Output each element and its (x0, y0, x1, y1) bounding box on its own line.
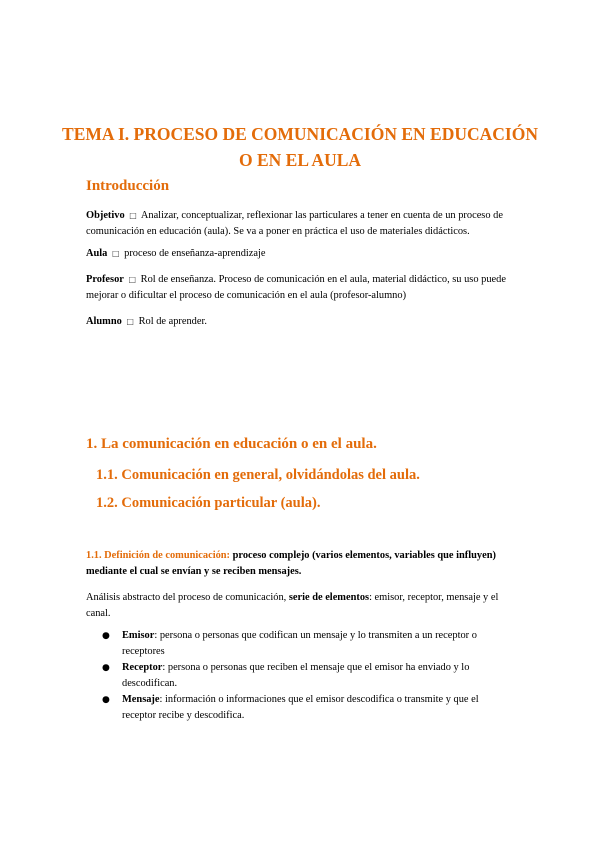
aula-label: Aula (86, 248, 108, 259)
arrow-icon: □ (128, 275, 137, 284)
analysis-paragraph (86, 590, 518, 622)
analysis-suffix: : emisor, receptor, mensaje y el canal. (86, 592, 499, 619)
document-title: TEMA I. PROCESO DE COMUNICACIÓN EN EDUCACIÓN O EN EL AULA (62, 124, 538, 170)
bullet-icon: ● (102, 695, 110, 705)
elements-list (100, 628, 510, 724)
element-desc: : información o informaciones que el emisor descodifica o transmite y que el receptor recibe y descodifica. (122, 694, 479, 721)
list-item (100, 660, 510, 692)
list-item (100, 692, 510, 724)
alumno-label: Alumno (86, 316, 122, 327)
objetivo-paragraph (86, 208, 518, 240)
objetivo-label: Objetivo (86, 210, 125, 221)
alumno-text: Rol de aprender. (138, 316, 207, 327)
objetivo-text: Analizar, conceptualizar, reflexionar las particulares a tener en cuenta de un proceso de comunicación en educación (aula). Se va a poner en práctica el uso de materiales didácticos. (86, 210, 503, 237)
section-1-heading: 1. La comunicación en educación o en el aula. (86, 436, 377, 452)
profesor-paragraph (86, 272, 518, 304)
bullet-icon: ● (102, 663, 110, 673)
bullet-icon: ● (102, 631, 110, 641)
definition-heading: 1.1. Definición de comunicación: (86, 550, 231, 561)
element-term: Emisor (122, 630, 155, 641)
section-1-2-heading: 1.2. Comunicación particular (aula). (96, 495, 321, 511)
analysis-bold: serie de elementos (288, 592, 370, 603)
arrow-icon: □ (111, 249, 120, 258)
profesor-text: Rol de enseñanza. Proceso de comunicación en el aula, material didáctico, su uso puede mejorar o dificultar el proceso de comunicación en el aula (profesor-alumno) (86, 274, 506, 301)
alumno-paragraph (86, 314, 518, 330)
list-item (100, 628, 510, 660)
aula-paragraph (86, 246, 518, 262)
element-desc: : persona o personas que reciben el mensaje que el emisor ha enviado y lo descodifican. (122, 662, 470, 689)
profesor-label: Profesor (86, 274, 124, 285)
arrow-icon: □ (126, 317, 134, 326)
intro-heading: Introducción (86, 178, 170, 194)
arrow-icon: □ (129, 211, 137, 220)
element-desc: : persona o personas que codifican un mensaje y lo transmiten a un receptor o receptores (122, 630, 477, 657)
element-term: Receptor (122, 662, 163, 673)
definition-text: proceso complejo (varios elementos, variables que influyen) mediante el cual se envían y se reciben mensajes. (86, 550, 496, 577)
aula-text: proceso de enseñanza-aprendizaje (124, 248, 266, 259)
definition-paragraph (86, 548, 518, 580)
element-term: Mensaje (122, 694, 160, 705)
section-1-1-heading: 1.1. Comunicación en general, olvidándolas del aula. (96, 467, 420, 483)
analysis-prefix: Análisis abstracto del proceso de comunicación, (86, 592, 289, 603)
